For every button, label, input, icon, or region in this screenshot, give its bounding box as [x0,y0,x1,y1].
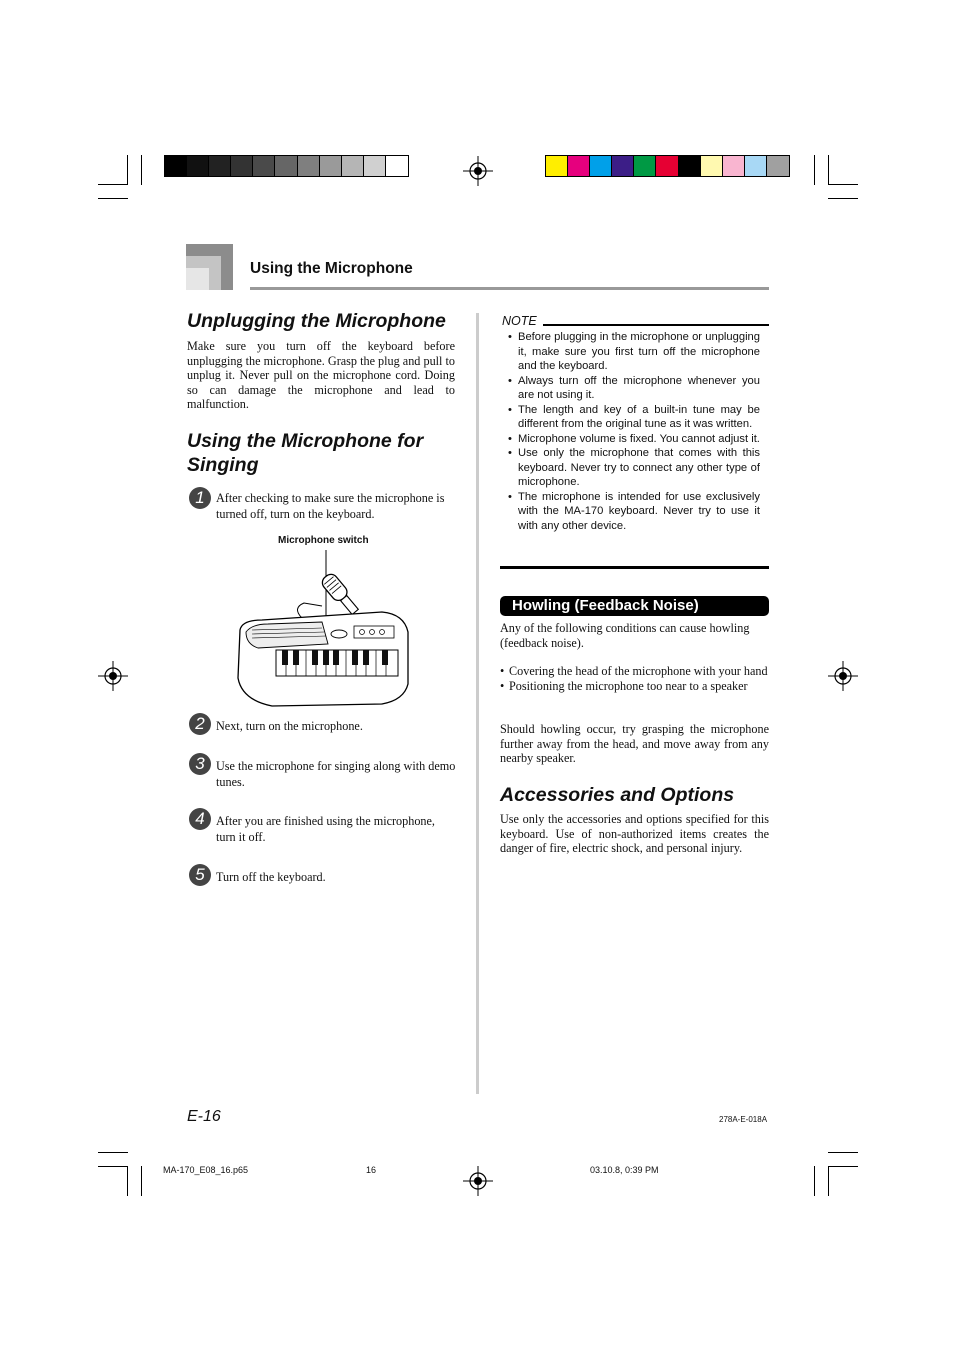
howling-advice: Should howling occur, try grasping the microphone further away from the head, and move away from any nearby speaker. [500,722,769,766]
footer-file-name: MA-170_E08_16.p65 [163,1165,249,1175]
step-5-number: 5 [189,864,211,886]
registration-target-top-icon [463,156,493,186]
step-4-text: After you are finished using the microphone, turn it off. [216,814,435,844]
gray-swatch [386,156,408,176]
document-code: 278A-E-018A [719,1115,768,1124]
note-item: • Use only the microphone that comes with this keyboard. Never try to connect any other type of microphone. [508,446,760,490]
gray-swatch [231,156,253,176]
gray-swatch [275,156,297,176]
howling-title: Howling (Feedback Noise) [512,597,699,614]
howling-bullet: • Positioning the microphone too near to a speaker [500,679,769,694]
gray-swatch [187,156,209,176]
color-swatch [568,156,590,176]
singing-title [187,429,423,477]
section-tab-icon [186,244,233,290]
howling-bullet: • Covering the head of the microphone with your hand [500,664,769,679]
color-swatch [546,156,568,176]
color-swatch [590,156,612,176]
note-bottom-rule [500,566,769,569]
step-5-text: Turn off the keyboard. [216,870,326,884]
footer-sheet-number: 16 [366,1165,377,1175]
step-1-number: 1 [189,487,211,509]
color-swatch [656,156,678,176]
note-item: • Before plugging in the microphone or unplugging it, make sure you first turn off the microphone and the keyboard. [508,330,760,374]
keyboard-microphone-illustration [232,548,412,708]
step-2-text: Next, turn on the microphone. [216,719,363,733]
color-swatch [767,156,789,176]
howling-intro: Any of the following conditions can cause howling (feedback noise). [500,621,750,650]
note-item: • The microphone is intended for use exclusively with the MA-170 keyboard. Never try to use it with any other device. [508,490,760,534]
color-swatch [679,156,701,176]
gray-swatch [342,156,364,176]
registration-target-bottom-icon [463,1166,493,1196]
step-3-text: Use the microphone for singing along with demo tunes. [216,759,456,789]
note-item: • Always turn off the microphone whenever you are not using it. [508,374,760,403]
page-number: E-16 [187,1108,221,1125]
singing-title-line2: Singing [187,454,259,476]
gray-swatch [209,156,231,176]
step-1-text: After checking to make sure the microphone is turned off, turn on the keyboard. [216,491,445,521]
column-divider [476,313,479,1094]
grayscale-calibration-bar [164,155,409,177]
gray-swatch [165,156,187,176]
note-list [508,330,760,533]
accessories-title: Accessories and Options [500,784,735,806]
color-swatch [723,156,745,176]
registration-target-right-icon [828,661,858,691]
color-calibration-bar [545,155,790,177]
color-swatch [701,156,723,176]
microphone-switch-label: Microphone switch [278,535,369,546]
step-2-number: 2 [189,713,211,735]
howling-bullets [500,664,769,693]
header-title: Using the Microphone [250,260,413,277]
step-4-number: 4 [189,808,211,830]
color-swatch [634,156,656,176]
color-swatch [612,156,634,176]
gray-swatch [364,156,386,176]
gray-swatch [298,156,320,176]
registration-target-left-icon [98,661,128,691]
unplugging-body: Make sure you turn off the keyboard before unplugging the microphone. Grasp the plug and pull to unplug it. Never pull on the microphone cord. Doing so can damage the microphone and lead to malfunction. [187,339,455,412]
note-label: NOTE [502,314,537,328]
accessories-body: Use only the accessories and options specified for this keyboard. Use of non-authorized items creates the danger of fire, electric shock, and personal injury. [500,812,769,856]
gray-swatch [320,156,342,176]
note-top-rule [543,324,769,326]
step-3-number: 3 [189,753,211,775]
footer-timestamp: 03.10.8, 0:39 PM [590,1165,659,1175]
note-item: • Microphone volume is fixed. You cannot adjust it. [508,432,760,447]
note-item: • The length and key of a built-in tune may be different from the original tune as it was written. [508,403,760,432]
header-rule [250,287,769,290]
gray-swatch [253,156,275,176]
unplugging-title: Unplugging the Microphone [187,310,446,332]
color-swatch [745,156,767,176]
singing-title-line1: Using the Microphone for [187,430,424,452]
